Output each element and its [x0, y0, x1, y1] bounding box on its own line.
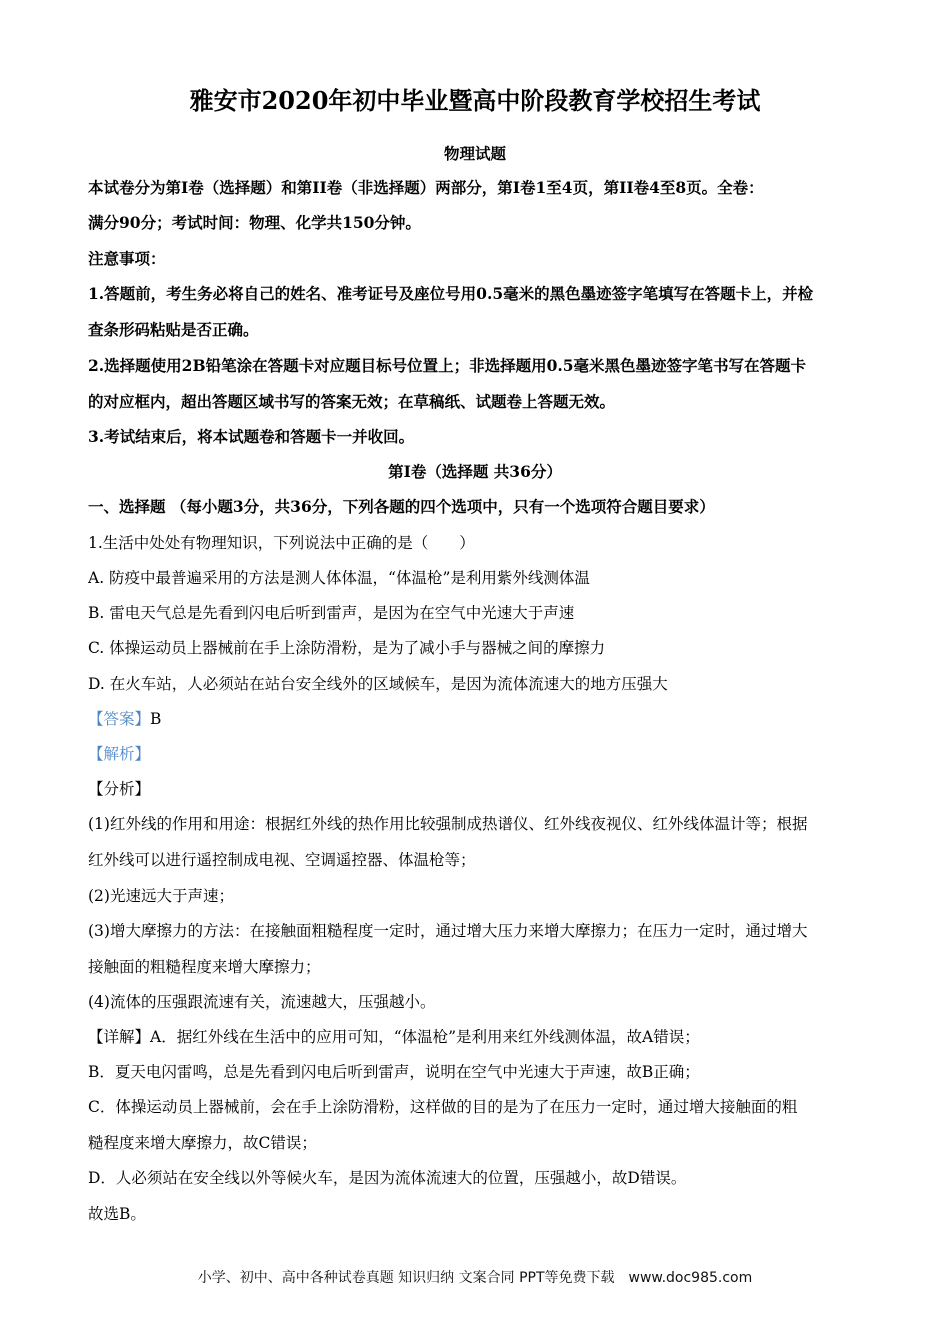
- exam-title: 雅安市2020年初中毕业暨高中阶段教育学校招生考试: [189, 86, 761, 115]
- note-3: 3.考试结束后，将本试题卷和答题卡一并收回。: [88, 427, 415, 446]
- fenxi-p1-line-1: (1)红外线的作用和用途：根据红外线的热作用比较强制成热谱仪、红外线夜视仪、红外线体温计等；根据: [88, 815, 808, 833]
- part-heading: 一、选择题 （每小题3分，共36分，下列各题的四个选项中，只有一个选项符合题目要求）: [88, 497, 715, 516]
- detail-conclusion: 故选B。: [88, 1205, 146, 1223]
- detail-a: A．据红外线在生活中的应用可知，“体温枪”是利用来红外线测体温，故A错误；: [150, 1028, 700, 1046]
- exam-subtitle: 物理试题: [443, 144, 506, 163]
- option-c: C. 体操运动员上器械前在手上涂防滑粉，是为了减小手与器械之间的摩擦力: [88, 639, 606, 657]
- option-d: D. 在火车站，人必须站在站台安全线外的区域候车，是因为流体流速大的地方压强大: [88, 675, 668, 693]
- note-2-line-1: 2.选择题使用2B铅笔涂在答题卡对应题目标号位置上；非选择题用0.5毫米黑色墨迹签字笔书写在答题卡: [88, 356, 807, 375]
- option-b: B. 雷电天气总是先看到闪电后听到雷声，是因为在空气中光速大于声速: [88, 604, 575, 622]
- detail-c-line-2: 糙程度来增大摩擦力，故C错误；: [88, 1134, 317, 1152]
- detail-d: D．人必须站在安全线以外等候火车，是因为流体流速大的位置，压强越小，故D错误。: [88, 1169, 687, 1187]
- intro-line-2: 满分90分；考试时间：物理、化学共150分钟。: [88, 213, 421, 232]
- answer-line: [88, 709, 866, 729]
- detail-b: B．夏天电闪雷鸣，总是先看到闪电后听到雷声，说明在空气中光速大于声速，故B正确；: [88, 1063, 700, 1081]
- footer-text: 小学、初中、高中各种试卷真题 知识归纳 文案合同 PPT等免费下载 www.doc985.com: [197, 1270, 753, 1286]
- intro-line-1: 本试卷分为第I卷（选择题）和第II卷（非选择题）两部分，第I卷1至4页，第II卷4至8页。全卷：: [88, 178, 764, 197]
- analysis-tag: 【解析】: [88, 745, 151, 763]
- answer-tag: 【答案】: [88, 710, 151, 728]
- detail-tag: 【详解】: [88, 1028, 151, 1046]
- notes-heading: 注意事项：: [88, 249, 166, 268]
- note-1-line-1: 1.答题前，考生务必将自己的姓名、准考证号及座位号用0.5毫米的黑色墨迹签字笔填写在答题卡上，并检: [88, 284, 814, 303]
- fenxi-tag: 【分析】: [88, 780, 151, 798]
- question-stem: 1.生活中处处有物理知识，下列说法中正确的是（ ）: [88, 534, 475, 552]
- note-1-line-2: 查条形码粘贴是否正确。: [88, 320, 259, 339]
- fenxi-p3-line-1: (3)增大摩擦力的方法：在接触面粗糙程度一定时，通过增大压力来增大摩擦力；在压力一定时，通过增大: [88, 922, 808, 940]
- option-a: A. 防疫中最普遍采用的方法是测人体体温，“体温枪”是利用紫外线测体温: [88, 569, 590, 587]
- detail-c-line-1: C．体操运动员上器械前，会在手上涂防滑粉，这样做的目的是为了在压力一定时，通过增大接触面的粗: [88, 1098, 798, 1116]
- fenxi-p3-line-2: 接触面的粗糙程度来增大摩擦力；: [88, 958, 321, 976]
- fenxi-p4: (4)流体的压强跟流速有关，流速越大，压强越小。: [88, 993, 436, 1011]
- section-heading: 第I卷（选择题 共36分）: [388, 462, 562, 481]
- note-2-line-2: 的对应框内，超出答题区域书写的答案无效；在草稿纸、试题卷上答题无效。: [88, 392, 616, 411]
- fenxi-p2: (2)光速远大于声速；: [88, 887, 234, 905]
- detail-line-a: [88, 1027, 866, 1047]
- answer-value: B: [150, 710, 162, 728]
- fenxi-p1-line-2: 红外线可以进行遥控制成电视、空调遥控器、体温枪等；: [88, 851, 476, 869]
